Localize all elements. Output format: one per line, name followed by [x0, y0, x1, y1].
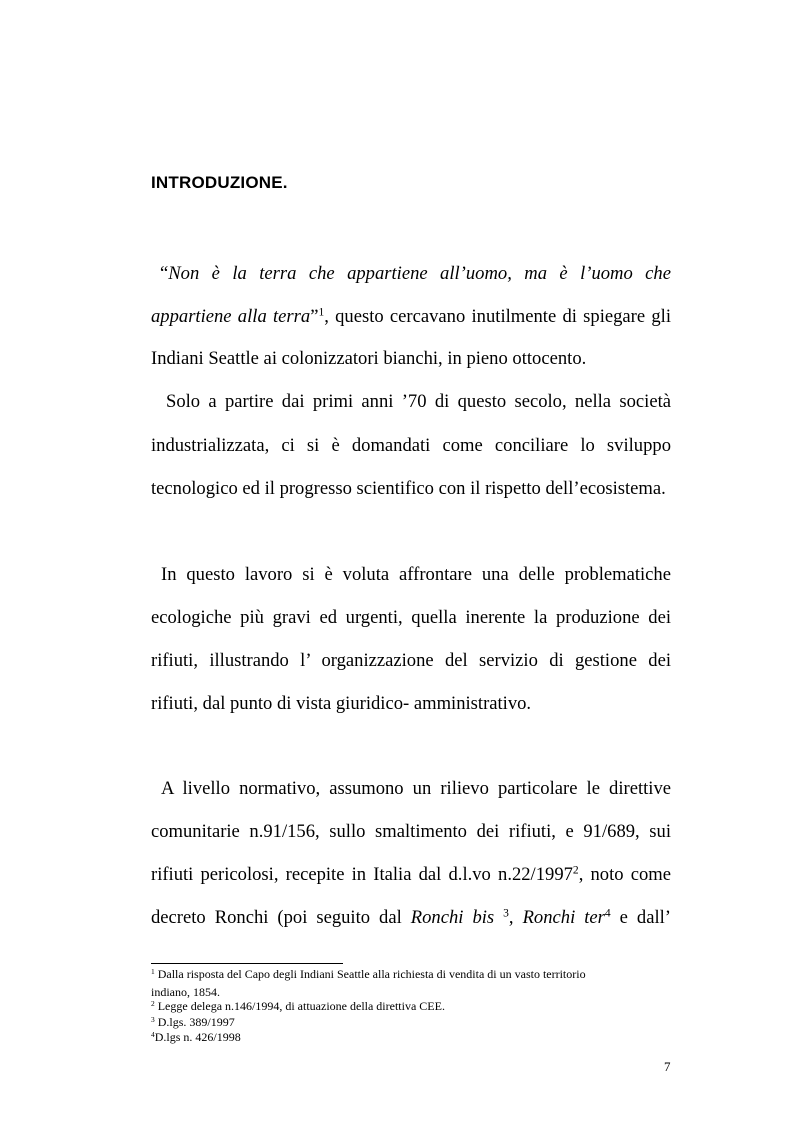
paragraph-1-text: , questo cercavano inutilmente di spiegare gli	[324, 306, 671, 327]
footnote-1: $^1$ Dalla risposta del Capo degli Indiani Seattle alla richiesta di vendita di un vasto territorio	[151, 966, 586, 981]
paragraph-2-line-2: industrializzata, ci si è domandati come conciliare lo sviluppo	[151, 435, 671, 456]
paragraph-4-line-1: A livello normativo, assumono un rilievo particolare le direttive	[161, 778, 671, 799]
footnote-3: $^3$ D.lgs. 389/1997	[151, 1014, 235, 1029]
ronchi-bis: Ronchi bis	[410, 907, 495, 928]
footnote-4: $^4$D.lgs n. 426/1998	[151, 1029, 241, 1044]
footnote-ref-1: 1	[318, 306, 325, 319]
quote-text: Non è la terra che appartiene all’uomo, ma è l’uomo che	[168, 263, 671, 284]
paragraph-4-line-2: comunitarie n.91/156, sullo smaltimento dei rifiuti, e 91/689, sui	[151, 821, 671, 842]
paragraph-3-line-4: rifiuti, dal punto di vista giuridico- amministrativo.	[151, 693, 532, 714]
paragraph-2-line-1: Solo a partire dai primi anni ’70 di questo secolo, nella società	[166, 391, 671, 412]
ronchi-ter: Ronchi ter	[522, 907, 605, 928]
footnote-ref-4: 4	[604, 907, 611, 920]
paragraph-3-line-1: In questo lavoro si è voluta affrontare una delle problematiche	[161, 564, 671, 585]
close-quote: ”	[310, 306, 319, 327]
paragraph-4-line-3: rifiuti pericolosi, recepite in Italia dal d.l.vo n.22/1997$^2$, noto come	[151, 864, 671, 885]
paragraph-1-line-3: Indiani Seattle ai colonizzatori bianchi, in pieno ottocento.	[151, 348, 587, 369]
footnote-ref-3: 3	[503, 907, 509, 920]
quote-text-end: appartiene alla terra	[151, 306, 311, 327]
paragraph-2-line-3: tecnologico ed il progresso scientifico con il rispetto dell’ecosistema.	[151, 478, 666, 499]
paragraph-4-line-4: decreto Ronchi (poi seguito dal Ronchi bis $^3$, Ronchi ter$^4$ e dall’	[151, 907, 671, 928]
open-quote: “	[160, 263, 169, 284]
footnote-1-continued: indiano, 1854.	[151, 985, 220, 999]
paragraph-1-line-1	[151, 262, 671, 286]
footnote-separator	[151, 963, 343, 964]
paragraph-3-line-3: rifiuti, illustrando l’ organizzazione del servizio di gestione dei	[151, 650, 671, 671]
page-heading: INTRODUZIONE.	[151, 173, 288, 192]
footnote-2: $^2$ Legge delega n.146/1994, di attuazione della direttiva CEE.	[151, 998, 445, 1013]
paragraph-1-line-2	[151, 305, 671, 329]
footnote-ref-2: 2	[572, 864, 579, 877]
paragraph-3-line-2: ecologiche più gravi ed urgenti, quella inerente la produzione dei	[151, 607, 671, 628]
page-number: 7	[664, 1059, 671, 1074]
